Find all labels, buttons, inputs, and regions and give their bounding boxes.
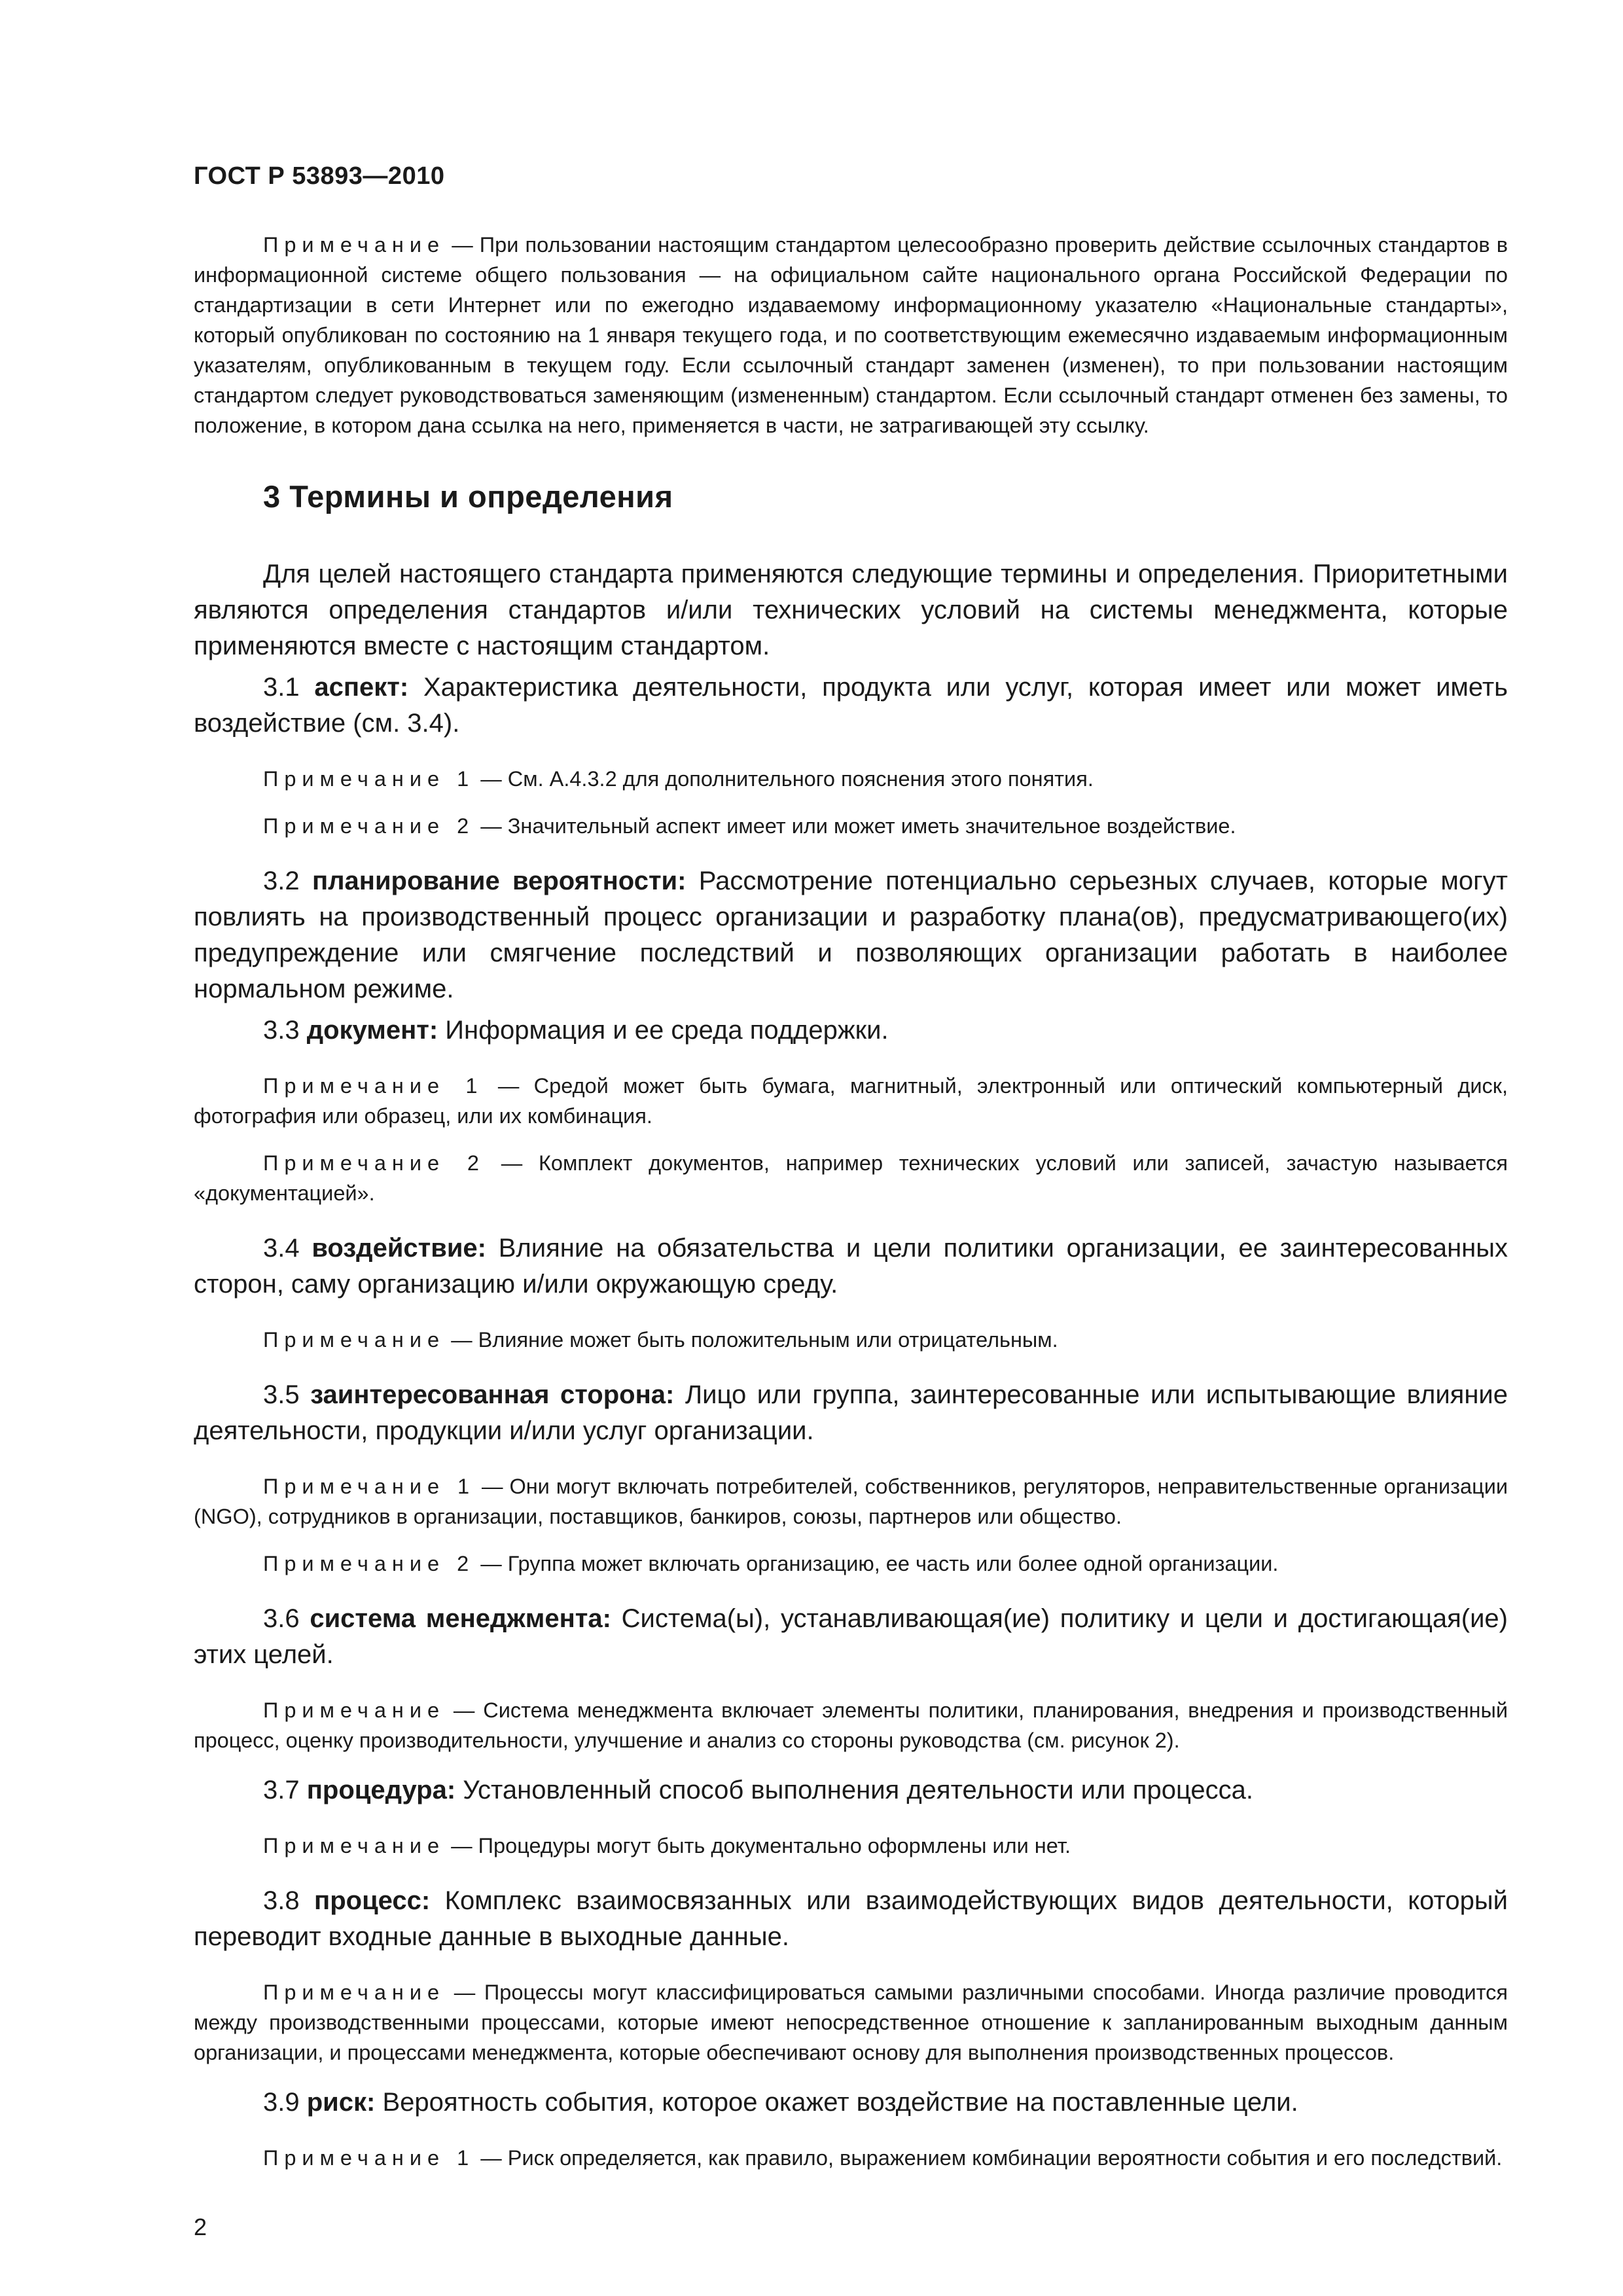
note-label: Примечание 2: [263, 1151, 485, 1175]
intro-note: [194, 230, 1508, 440]
note-text: — Они могут включать потребителей, собственников, регуляторов, неправительственные организации (NGO), сотрудников в организации, поставщиков, банкиров, союзы, партнеров или общество.: [194, 1475, 1508, 1528]
term-entry: [194, 1601, 1508, 1673]
term-definition: Лицо или группа, заинтересованные или испытывающие влияние деятельности, продукции и/или услуг организации.: [194, 1380, 1508, 1445]
note-label: Примечание: [263, 233, 446, 257]
term-definition: Система(ы), устанавливающая(ие) политику и цели и достигающая(ие) этих целей.: [194, 1604, 1508, 1669]
term-entry: [194, 1377, 1508, 1449]
term-number: 3.8: [263, 1886, 315, 1915]
note-text: — Группа может включать организацию, ее часть или более одной организации.: [474, 1552, 1279, 1575]
term-definition: Комплекс взаимосвязанных или взаимодействующих видов деятельности, который переводит входные данные в выходные данные.: [194, 1886, 1508, 1951]
term-note: [194, 1325, 1508, 1355]
page-number: 2: [194, 2214, 207, 2240]
note-text: — См. А.4.3.2 для дополнительного пояснения этого понятия.: [474, 767, 1094, 791]
term-note: [194, 2143, 1508, 2173]
term-note: [194, 1471, 1508, 1532]
term-note: [194, 1071, 1508, 1131]
term-definition: Влияние на обязательства и цели политики организации, ее заинтересованных сторон, саму организацию и/или окружающую среду.: [194, 1234, 1508, 1299]
term-definition: Вероятность события, которое окажет воздействие на поставленные цели.: [375, 2088, 1298, 2117]
term-number: 3.2: [263, 867, 312, 895]
term-note: [194, 1831, 1508, 1861]
term-note: [194, 1977, 1508, 2068]
note-text: — Значительный аспект имеет или может иметь значительное воздействие.: [474, 814, 1236, 838]
term-note: [194, 811, 1508, 841]
term-entry: [194, 1230, 1508, 1302]
note-text: — При пользовании настоящим стандартом целесообразно проверить действие ссылочных стандартов в информационной системе общего пользования — на официальном сайте национального органа Российской Федерации по стандартизации в сети Интернет или по ежегодно издаваемому информационному указателю «Национальные стандарты», который опубликован по состоянию на 1 января текущего года, и по соответствующим ежемесячно издаваемым информационным указателям, опубликованным в текущем году. Если ссылочный стандарт заменен (изменен), то при пользовании настоящим стандартом следует руководствоваться заменяющим (измененным) стандартом. Если ссылочный стандарт отменен без замены, то положение, в котором дана ссылка на него, применяется в части, не затрагивающей эту ссылку.: [194, 233, 1508, 437]
term-name: планирование вероятности:: [312, 867, 687, 895]
term-entry: [194, 2085, 1508, 2121]
term-name: заинтересованная сторона:: [310, 1380, 675, 1409]
note-label: Примечание: [263, 1328, 446, 1352]
term-entry: [194, 863, 1508, 1007]
term-name: риск:: [306, 2088, 376, 2117]
note-text: — Процедуры могут быть документально оформлены или нет.: [445, 1834, 1071, 1857]
note-label: Примечание: [263, 1834, 446, 1857]
note-text: — Комплект документов, например технических условий или записей, зачастую называется «документацией».: [194, 1151, 1508, 1205]
term-number: 3.3: [263, 1016, 307, 1045]
term-entry: [194, 1883, 1508, 1955]
term-number: 3.1: [263, 673, 315, 702]
term-entry: [194, 1013, 1508, 1049]
note-label: Примечание: [263, 1981, 446, 2004]
term-note: [194, 1695, 1508, 1755]
note-label: Примечание 1: [263, 2146, 475, 2170]
term-name: система менеджмента:: [310, 1604, 611, 1633]
term-definition: Информация и ее среда поддержки.: [438, 1016, 889, 1045]
term-name: аспект:: [314, 673, 409, 702]
term-definition: Установленный способ выполнения деятельности или процесса.: [455, 1776, 1254, 1804]
note-label: Примечание 2: [263, 814, 475, 838]
term-number: 3.7: [263, 1776, 307, 1804]
term-number: 3.9: [263, 2088, 307, 2117]
note-label: Примечание 1: [263, 767, 475, 791]
note-text: — Процессы могут классифицироваться самыми различными способами. Иногда различие проводится между производственными процессами, которые имеют непосредственное отношение к запланированным выходным данным организации, и процессами менеджмента, которые обеспечивают основу для выполнения производственных процессов.: [194, 1981, 1508, 2064]
note-text: — Средой может быть бумага, магнитный, электронный или оптический компьютерный диск, фотография или образец, или их комбинация.: [194, 1074, 1508, 1128]
term-number: 3.4: [263, 1234, 312, 1263]
note-text: — Влияние может быть положительным или отрицательным.: [445, 1328, 1058, 1352]
term-entry: [194, 1772, 1508, 1808]
note-text: — Система менеджмента включает элементы политики, планирования, внедрения и производственный процесс, оценку производительности, улучшение и анализ со стороны руководства (см. рисунок 2).: [194, 1698, 1508, 1752]
term-definition: Рассмотрение потенциально серьезных случаев, которые могут повлиять на производственный процесс организации и разработку плана(ов), предусматривающего(их) предупреждение или смягчение последствий и позволяющих организации работать в наиболее нормальном режиме.: [194, 867, 1508, 1003]
note-label: Примечание 1: [263, 1074, 484, 1098]
document-header: ГОСТ Р 53893—2010: [194, 162, 445, 190]
term-note: [194, 1148, 1508, 1208]
term-name: процедура:: [306, 1776, 456, 1804]
term-note: [194, 764, 1508, 794]
note-label: Примечание 1: [263, 1475, 476, 1498]
term-name: процесс:: [314, 1886, 431, 1915]
term-definition: Характеристика деятельности, продукта или услуг, которая имеет или может иметь воздействие (см. 3.4).: [194, 673, 1508, 738]
section-intro: Для целей настоящего стандарта применяются следующие термины и определения. Приоритетными являются определения стандартов и/или технических условий на системы менеджмента, которые применяются вместе с настоящим стандартом.: [194, 560, 1508, 660]
section-title: 3 Термины и определения: [263, 479, 673, 514]
term-number: 3.5: [263, 1380, 311, 1409]
note-label: Примечание: [263, 1698, 446, 1722]
term-name: воздействие:: [312, 1234, 486, 1263]
term-note: [194, 1549, 1508, 1579]
term-number: 3.6: [263, 1604, 310, 1633]
term-name: документ:: [306, 1016, 438, 1045]
note-label: Примечание 2: [263, 1552, 475, 1575]
note-text: — Риск определяется, как правило, выражением комбинации вероятности события и его последствий.: [474, 2146, 1503, 2170]
term-entry: [194, 670, 1508, 742]
